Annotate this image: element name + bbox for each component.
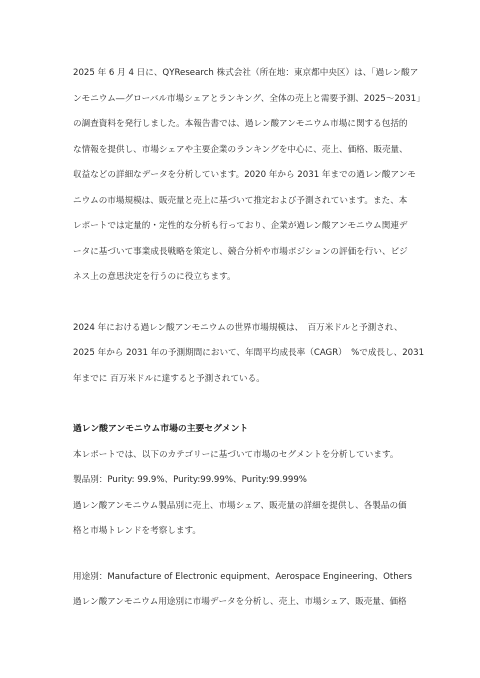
segments-intro: 本レポートでは、以下のカテゴリーに基づいて市場のセグメントを分析しています。: [73, 449, 399, 460]
section-heading: 過レン酸アンモニウム市場の主要セグメント: [73, 424, 249, 434]
intro-line: ータに基づいて事業成長戦略を策定し、競合分析や市場ポジションの評価を行い、ビジ: [73, 246, 408, 257]
applications-paragraph: [73, 565, 413, 616]
intro-line: な情報を提供し、市場シェアや主要企業のランキングを中心に、売上、価格、販売量、: [73, 144, 408, 155]
intro-line: の調査資料を発行しました。本報告書では、過レン酸アンモニウム市場に関する包括的: [73, 119, 408, 129]
market-size-line: 2024 年における過レン酸アンモニウムの世界市場規模は、 百万米ドルと予測され、: [73, 322, 403, 333]
spacer: [73, 392, 413, 417]
product-desc-line: 格と市場トレンドを考察します。: [73, 526, 202, 536]
intro-line: ンモニウム―グローバル市場シェアとランキング、全体の売上と需要予測、2025～2031」: [73, 93, 425, 104]
applications: 用途別：Manufacture of Electronic equipment、Aerospace Engineering、Others: [73, 571, 412, 582]
market-size-line: 年までに 百万米ドルに達すると予測されている。: [73, 373, 265, 384]
segments-paragraph: [73, 443, 413, 545]
market-size-line: 2025 年から 2031 年の予測期間において、年間平均成長率（CAGR） %で成長し、2031: [73, 348, 425, 358]
intro-line: ニウムの市場規模は、販売量と売上に基づいて推定および予測されています。また、本: [73, 195, 408, 206]
intro-paragraph: [73, 61, 425, 291]
spacer: [73, 545, 413, 565]
market-size-paragraph: [73, 316, 425, 393]
intro-line: ネス上の意思決定を行うのに役立ちます。: [73, 272, 236, 282]
intro-line: 2025 年 6 月 4 日に、QYResearch 株式会社（所在地：東京都中央区）は、「過レン酸ア: [73, 68, 419, 78]
intro-line: レポートでは定量的・定性的な分析も行っており、企業が過レン酸アンモニウム関連デ: [73, 221, 408, 231]
spacer: [73, 291, 413, 316]
product-desc-line: 過レン酸アンモニウム製品別に売上、市場シェア、販売量の詳細を提供し、各製品の価: [73, 500, 407, 511]
intro-line: 収益などの詳細なデータを分析しています。2020 年から 2031 年までの過レン酸アンモ: [73, 170, 416, 180]
document-page: [73, 61, 425, 616]
product-types: 製品別：Purity: 99.9%、Purity:99.99%、Purity:99.999%: [73, 475, 307, 485]
application-desc: 過レン酸アンモニウム用途別に市場データを分析し、売上、市場シェア、販売量、価格: [73, 597, 407, 607]
